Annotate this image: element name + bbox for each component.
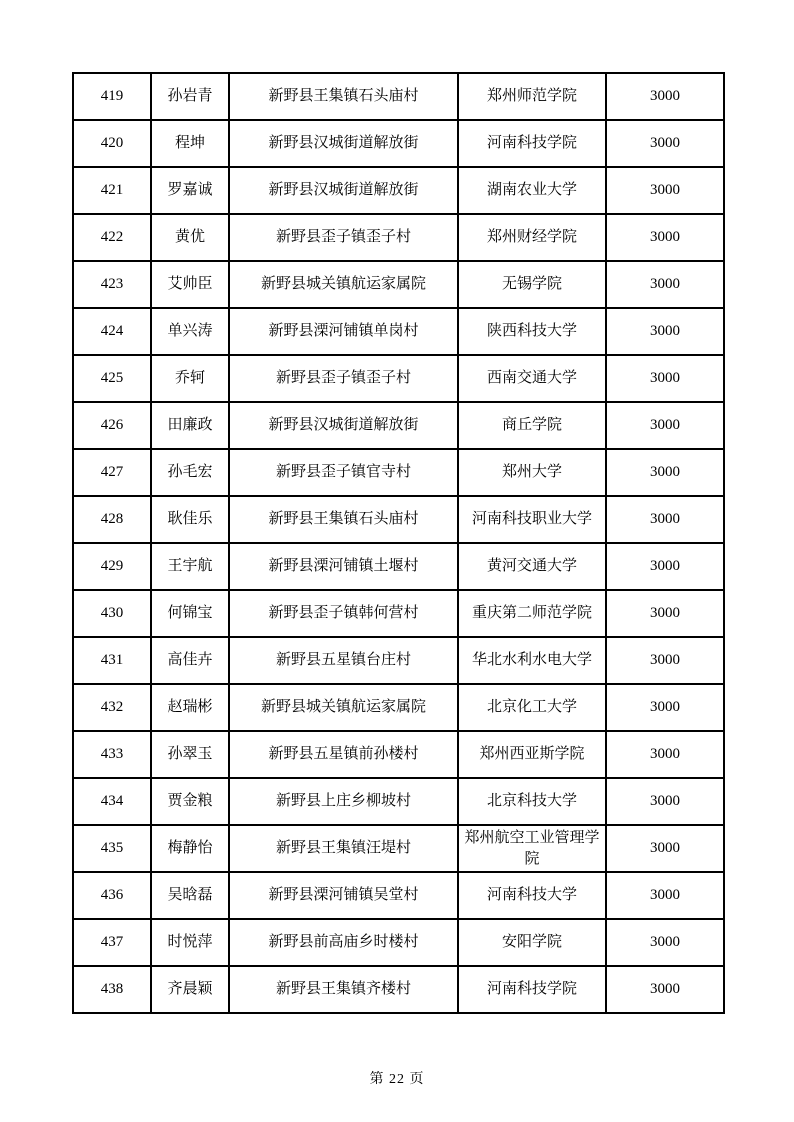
cell-serial: 431: [73, 637, 151, 684]
cell-name: 孙翠玉: [151, 731, 229, 778]
cell-address: 新野县王集镇汪堤村: [229, 825, 458, 872]
cell-address: 新野县溧河铺镇土堰村: [229, 543, 458, 590]
cell-name: 罗嘉诚: [151, 167, 229, 214]
cell-serial: 427: [73, 449, 151, 496]
cell-university: 商丘学院: [458, 402, 606, 449]
cell-name: 田廉政: [151, 402, 229, 449]
cell-name: 黄优: [151, 214, 229, 261]
cell-address: 新野县前高庙乡时楼村: [229, 919, 458, 966]
cell-university: 郑州西亚斯学院: [458, 731, 606, 778]
table-row: [73, 778, 724, 825]
cell-address: 新野县城关镇航运家属院: [229, 684, 458, 731]
cell-university: 华北水利水电大学: [458, 637, 606, 684]
cell-name: 齐晨颖: [151, 966, 229, 1013]
table-row: [73, 402, 724, 449]
cell-university: 北京化工大学: [458, 684, 606, 731]
cell-amount: 3000: [606, 872, 724, 919]
table-row: [73, 825, 724, 872]
cell-amount: 3000: [606, 825, 724, 872]
cell-serial: 435: [73, 825, 151, 872]
student-table-body: [73, 73, 724, 1013]
table-row: [73, 214, 724, 261]
table-row: [73, 543, 724, 590]
cell-serial: 429: [73, 543, 151, 590]
cell-amount: 3000: [606, 402, 724, 449]
cell-serial: 425: [73, 355, 151, 402]
cell-address: 新野县汉城街道解放街: [229, 167, 458, 214]
cell-name: 耿佳乐: [151, 496, 229, 543]
cell-university: 湖南农业大学: [458, 167, 606, 214]
cell-serial: 420: [73, 120, 151, 167]
cell-address: 新野县歪子镇歪子村: [229, 355, 458, 402]
cell-name: 孙岩青: [151, 73, 229, 120]
cell-amount: 3000: [606, 966, 724, 1013]
table-row: [73, 637, 724, 684]
cell-name: 何锦宝: [151, 590, 229, 637]
cell-address: 新野县歪子镇官寺村: [229, 449, 458, 496]
cell-address: 新野县歪子镇歪子村: [229, 214, 458, 261]
cell-university: 无锡学院: [458, 261, 606, 308]
cell-serial: 419: [73, 73, 151, 120]
cell-amount: 3000: [606, 637, 724, 684]
cell-university: 河南科技学院: [458, 120, 606, 167]
cell-address: 新野县歪子镇韩何营村: [229, 590, 458, 637]
cell-amount: 3000: [606, 543, 724, 590]
cell-name: 时悦萍: [151, 919, 229, 966]
cell-amount: 3000: [606, 731, 724, 778]
cell-name: 高佳卉: [151, 637, 229, 684]
cell-name: 梅静怡: [151, 825, 229, 872]
cell-university: 郑州大学: [458, 449, 606, 496]
cell-university: 西南交通大学: [458, 355, 606, 402]
page-number: 第 22 页: [369, 1072, 425, 1087]
table-row: [73, 966, 724, 1013]
table-row: [73, 449, 724, 496]
cell-name: 赵瑞彬: [151, 684, 229, 731]
cell-address: 新野县王集镇石头庙村: [229, 496, 458, 543]
cell-amount: 3000: [606, 684, 724, 731]
cell-serial: 421: [73, 167, 151, 214]
student-subsidy-table: [72, 72, 725, 1014]
cell-serial: 438: [73, 966, 151, 1013]
cell-amount: 3000: [606, 167, 724, 214]
cell-university: 安阳学院: [458, 919, 606, 966]
cell-serial: 432: [73, 684, 151, 731]
cell-name: 程坤: [151, 120, 229, 167]
cell-address: 新野县五星镇台庄村: [229, 637, 458, 684]
cell-name: 单兴涛: [151, 308, 229, 355]
cell-university: 黄河交通大学: [458, 543, 606, 590]
cell-name: 贾金粮: [151, 778, 229, 825]
cell-amount: 3000: [606, 778, 724, 825]
cell-university: 郑州师范学院: [458, 73, 606, 120]
cell-address: 新野县城关镇航运家属院: [229, 261, 458, 308]
table-row: [73, 355, 724, 402]
cell-address: 新野县汉城街道解放街: [229, 120, 458, 167]
cell-serial: 422: [73, 214, 151, 261]
table-row: [73, 731, 724, 778]
cell-name: 孙毛宏: [151, 449, 229, 496]
table-row: [73, 261, 724, 308]
cell-address: 新野县王集镇石头庙村: [229, 73, 458, 120]
cell-serial: 430: [73, 590, 151, 637]
cell-address: 新野县溧河铺镇单岗村: [229, 308, 458, 355]
cell-university: 郑州财经学院: [458, 214, 606, 261]
cell-name: 吴晗磊: [151, 872, 229, 919]
cell-university: 重庆第二师范学院: [458, 590, 606, 637]
table-row: [73, 73, 724, 120]
cell-name: 王宇航: [151, 543, 229, 590]
cell-address: 新野县溧河铺镇吴堂村: [229, 872, 458, 919]
cell-amount: 3000: [606, 308, 724, 355]
cell-serial: 426: [73, 402, 151, 449]
cell-university: 北京科技大学: [458, 778, 606, 825]
cell-university: 河南科技学院: [458, 966, 606, 1013]
cell-serial: 437: [73, 919, 151, 966]
cell-university: 河南科技大学: [458, 872, 606, 919]
cell-university: 河南科技职业大学: [458, 496, 606, 543]
table-row: [73, 590, 724, 637]
cell-amount: 3000: [606, 590, 724, 637]
table-row: [73, 167, 724, 214]
cell-serial: 424: [73, 308, 151, 355]
cell-amount: 3000: [606, 355, 724, 402]
cell-amount: 3000: [606, 919, 724, 966]
cell-address: 新野县五星镇前孙楼村: [229, 731, 458, 778]
cell-serial: 433: [73, 731, 151, 778]
table-row: [73, 308, 724, 355]
cell-amount: 3000: [606, 73, 724, 120]
cell-university: 郑州航空工业管理学院: [458, 825, 606, 872]
cell-address: 新野县王集镇齐楼村: [229, 966, 458, 1013]
cell-name: 乔轲: [151, 355, 229, 402]
table-row: [73, 684, 724, 731]
table-row: [73, 872, 724, 919]
cell-amount: 3000: [606, 496, 724, 543]
cell-serial: 436: [73, 872, 151, 919]
cell-amount: 3000: [606, 120, 724, 167]
cell-amount: 3000: [606, 214, 724, 261]
cell-amount: 3000: [606, 449, 724, 496]
cell-university: 陕西科技大学: [458, 308, 606, 355]
cell-serial: 434: [73, 778, 151, 825]
cell-serial: 423: [73, 261, 151, 308]
table-row: [73, 919, 724, 966]
cell-amount: 3000: [606, 261, 724, 308]
cell-serial: 428: [73, 496, 151, 543]
cell-name: 艾帅臣: [151, 261, 229, 308]
table-row: [73, 496, 724, 543]
cell-address: 新野县汉城街道解放街: [229, 402, 458, 449]
table-row: [73, 120, 724, 167]
cell-address: 新野县上庄乡柳坡村: [229, 778, 458, 825]
